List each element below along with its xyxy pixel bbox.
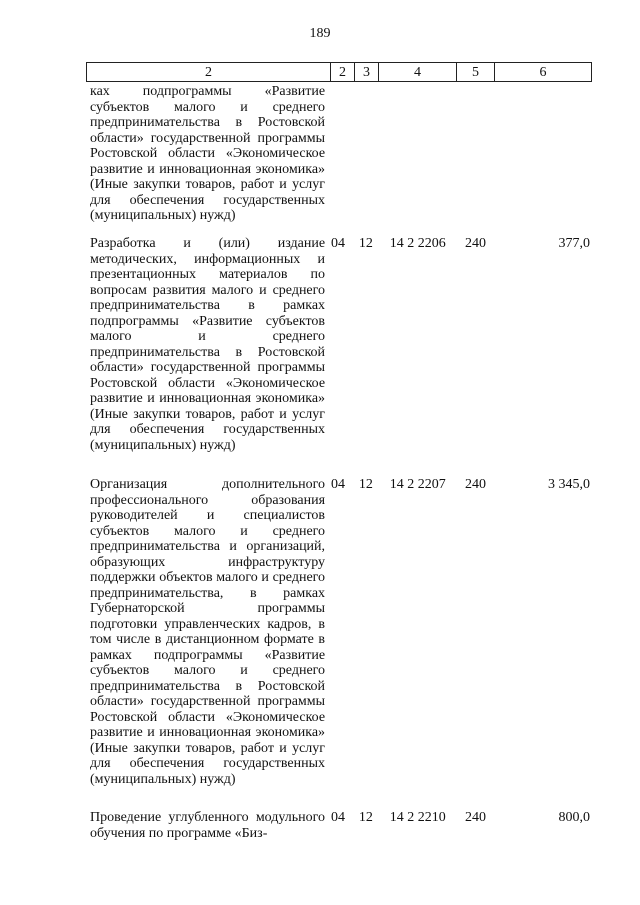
header-cell-section: 2 bbox=[331, 63, 355, 81]
row-description: ках подпрограммы «Развитие субъектов малого и среднего предпринимательства в Ростовской области» государственной программы Ростовской области «Экономическое развитие и инновационная экономика» (Иные закупки товаров, работ и услуг для обеспечения государственных (муниципальных) нужд) bbox=[90, 84, 326, 223]
header-cell-amount: 6 bbox=[539, 65, 547, 80]
row-expense-type: 240 bbox=[464, 477, 486, 492]
row-expense-type: 240 bbox=[464, 810, 486, 825]
table-row bbox=[86, 84, 590, 234]
row-subsection bbox=[353, 84, 379, 234]
row-amount bbox=[494, 84, 590, 234]
header-cell-description: 2 bbox=[87, 63, 331, 81]
row-description: Разработка и (или) издание методических, информационных и презентационных материалов по вопросам развития малого и среднего предпринимательства в рамках подпрограммы «Развитие субъектов малого и среднего предпринимательства в Ростовской области» государственной программы Ростовской области «Экономическое развитие и инновационная экономика» (Иные закупки товаров, работ и услуг для обеспечения государственных (муниципальных) нужд) bbox=[90, 236, 326, 453]
row-section: 04 bbox=[331, 236, 346, 251]
row-target-article: 14 2 2206 bbox=[389, 236, 446, 251]
row-target-article: 14 2 2207 bbox=[389, 477, 446, 492]
table-row bbox=[86, 236, 590, 476]
header-cell-expense-type: 5 bbox=[457, 63, 495, 81]
row-subsection: 12 bbox=[358, 810, 373, 825]
row-section: 04 bbox=[331, 477, 346, 492]
row-subsection: 12 bbox=[358, 477, 373, 492]
row-description: Организация дополнительного профессионального образования руководителей и специалистов субъектов малого и среднего предпринимательства и организаций, образующих инфраструктуру поддержки объектов малого и среднего предпринимательства, в рамках Губернаторской программы подготовки управленческих кадров, в том числе в дистанционном формате в рамках подпрограммы «Развитие субъектов малого и среднего предпринимательства в Ростовской области» государственной программы Ростовской области «Экономическое развитие и инновационная экономика» (Иные закупки товаров, работ и услуг для обеспечения государственных (муниципальных) нужд) bbox=[90, 477, 326, 787]
row-amount: 3 345,0 bbox=[547, 477, 590, 492]
row-expense-type: 240 bbox=[464, 236, 486, 251]
table-body bbox=[86, 84, 590, 850]
table-header-row bbox=[86, 62, 592, 82]
row-expense-type bbox=[457, 84, 495, 234]
row-amount: 377,0 bbox=[558, 236, 590, 251]
row-description: Проведение углубленного модульного обучения по программе «Биз- bbox=[90, 810, 326, 841]
row-amount: 800,0 bbox=[558, 810, 590, 825]
row-target-article bbox=[379, 84, 457, 234]
row-target-article: 14 2 2210 bbox=[389, 810, 446, 825]
row-section bbox=[329, 84, 353, 234]
row-section: 04 bbox=[331, 810, 346, 825]
page-number: 189 bbox=[309, 26, 331, 41]
row-subsection: 12 bbox=[358, 236, 373, 251]
header-cell-target-article: 4 bbox=[379, 63, 457, 81]
table-row bbox=[86, 810, 590, 850]
table-row bbox=[86, 477, 590, 807]
header-cell-subsection: 3 bbox=[355, 63, 379, 81]
